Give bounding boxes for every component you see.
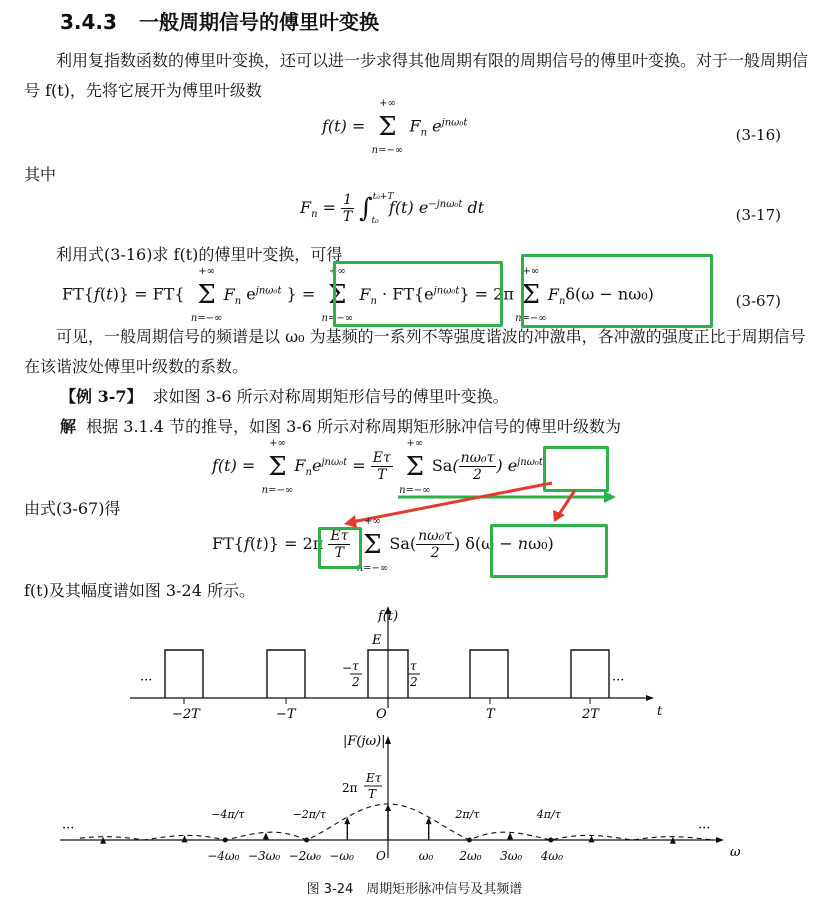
bottom-tick-label: −3ω₀	[247, 849, 281, 863]
bottom-ylabel: |F(jω)|	[343, 734, 386, 749]
bottom-w-axis-arrow	[716, 837, 724, 843]
from-eq-text: 由式(3-67)得	[24, 499, 121, 518]
bottom-tick-label: −4ω₀	[207, 849, 240, 863]
solution-label: 解	[60, 417, 77, 436]
top-xlabel: t	[657, 704, 663, 719]
section-heading: 一般周期信号的傅里叶变换	[138, 10, 379, 34]
top-tick-label: −2T	[172, 707, 200, 722]
bottom-tick-label: −ω₀	[329, 849, 354, 863]
amplitude-label: E	[372, 633, 382, 648]
impulse-arrowhead	[507, 832, 513, 839]
svg-text:−: −	[342, 661, 353, 675]
svg-text:2: 2	[352, 675, 360, 689]
example-label: 【例 3-7】	[60, 387, 143, 406]
top-ellipsis-left: ···	[140, 673, 153, 688]
equation-example-ft: FT{f(t)} = 2π $\frac{E\tau}{T}$ +∞ Σ n=−∞ Sa( $\frac{\text{nω₀τ}}{2}$ ) δ(ω − nω₀)	[212, 515, 554, 574]
bottom-tick-label: −2ω₀	[288, 849, 321, 863]
zero-crossing-label: 4π/τ	[536, 808, 561, 821]
equation-example-series: f(t) = +∞ Σ n=−∞ $F_ne^{jn\omega_0t}$ = $\frac{E\tau}{T}$ +∞ Σ n=−∞ Sa( $\frac{\text{nω₀τ}}{2}$ ) $e^{jn\omega_0t}$	[212, 437, 543, 496]
figure-caption: 图 3-24 周期矩形脉冲信号及其频谱	[306, 882, 523, 897]
top-ylabel: f(t)	[378, 609, 399, 624]
svg-text:τ: τ	[410, 659, 417, 673]
bottom-tick-label: O	[376, 849, 386, 863]
svg-text:T: T	[368, 787, 377, 801]
impulse-arrowhead	[385, 804, 391, 811]
zero-crossing-label: −2π/τ	[292, 808, 326, 821]
bottom-tick-label: 4ω₀	[540, 849, 564, 863]
bottom-ellipsis-left: ···	[62, 821, 75, 836]
bottom-tick-label: 2ω₀	[459, 849, 482, 863]
equation-number-3-17: (3-17)	[735, 206, 781, 224]
intro-paragraph: 利用复指数函数的傅里叶变换，还可以进一步求得其他周期有限的周期信号的傅里叶变换。对于一般周期信号 f(t)，先将它展开为傅里叶级数	[24, 51, 809, 100]
svg-text:Eτ: Eτ	[366, 771, 382, 785]
zero-dot	[223, 838, 228, 843]
where-text: 其中	[24, 165, 57, 184]
rect-pulses	[165, 650, 609, 698]
top-tick-label: −T	[276, 707, 296, 722]
equation-number-3-16: (3-16)	[735, 126, 781, 144]
svg-text:2: 2	[410, 675, 418, 689]
top-t-axis-arrow	[646, 695, 654, 701]
bottom-tick-label: ω₀	[418, 849, 434, 863]
top-tick-label: 2T	[582, 707, 599, 722]
equation-number-3-67: (3-67)	[735, 292, 781, 310]
spectrum-note: f(t)及其幅度谱如图 3-24 所示。	[24, 581, 255, 600]
impulse-arrowhead	[263, 832, 269, 839]
zero-dot	[467, 838, 472, 843]
top-ticks	[184, 698, 590, 704]
red-arrow-down	[558, 490, 575, 516]
zero-dot	[304, 838, 309, 843]
bottom-y-axis-arrow	[385, 736, 391, 744]
svg-text:2π: 2π	[342, 781, 358, 795]
svg-text:τ: τ	[352, 659, 359, 673]
using-text: 利用式(3-16)求 f(t)的傅里叶变换，可得	[56, 245, 343, 264]
example-text: 求如图 3-6 所示对称周期矩形信号的傅里叶变换。	[152, 387, 509, 406]
zero-dot	[548, 838, 553, 843]
conclusion-paragraph: 可见，一般周期信号的频谱是以 ω₀ 为基频的一系列不等强度谐波的冲激串，各冲激的强度正比于周期信号在该谐波处傅里叶级数的系数。	[24, 327, 806, 376]
impulse-arrowhead	[589, 835, 595, 842]
figure-3-24	[0, 600, 829, 875]
bottom-ellipsis-right: ···	[698, 821, 711, 836]
top-tick-label: O	[376, 707, 387, 722]
equation-3-67: FT{f(t)} = FT{ +∞ Σ n=−∞ $F_n$ $e^{jn\omega_0t}$ } = +∞ Σ n=−∞ $F_n \cdot FT\{e^{jn\omega_0t}\} = 2\pi$ +∞ Σ n=−∞ $F_n\delta(\omega - n\omega_0)$	[62, 266, 654, 324]
green-arrowhead	[604, 491, 616, 503]
bottom-tick-label: 3ω₀	[500, 849, 523, 863]
equation-3-17: $F_n$ = $\frac{1}{T}$ ∫$^{t_0+T}_{t_0}$ f(t) $e^{-jn\omega_0t}$ dt	[300, 192, 485, 226]
zero-crossing-label: 2π/τ	[455, 808, 480, 821]
section-number: 3.4.3	[60, 10, 117, 34]
impulse-arrowhead	[182, 835, 188, 842]
top-ellipsis-right: ···	[612, 673, 625, 688]
highlight-box-2pi	[318, 527, 362, 569]
peak-label	[342, 771, 382, 801]
impulse-lines	[100, 804, 676, 844]
zero-crossing-label: −4π/τ	[211, 808, 245, 821]
solution-text: 根据 3.1.4 节的推导，如图 3-6 所示对称周期矩形脉冲信号的傅里叶级数为	[86, 417, 622, 436]
sinc-envelope	[80, 804, 712, 840]
equation-3-16: f(t) = +∞ Σ n=−∞ $F_n$ $e^{jn\omega_0t}$	[322, 98, 468, 156]
bottom-tick-labels	[207, 849, 563, 863]
highlight-box-delta	[490, 524, 608, 578]
top-tick-label: T	[486, 707, 495, 722]
bottom-xlabel: ω	[730, 845, 741, 860]
